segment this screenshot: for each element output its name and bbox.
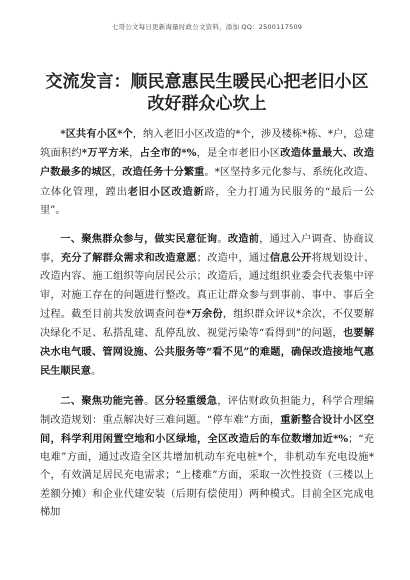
paragraph-2 — [40, 230, 374, 382]
text-run: 。 — [90, 366, 102, 378]
bold-text-run: *区共有小区*个 — [60, 128, 133, 140]
text-run: 。 — [217, 234, 228, 246]
paragraph-1 — [40, 125, 374, 220]
bold-text-run: 一、聚焦群众参与，做实民意征询 — [60, 233, 218, 246]
bold-text-run: 二、聚焦功能完善 — [60, 394, 145, 407]
text-run: ，纳入老旧小区改造的*个，涉及楼栋*栋、*户，总建筑面积约 — [40, 129, 375, 160]
bold-text-run: 充分了解群众需求和改造意愿 — [60, 252, 197, 265]
bold-text-run: *万平方米 — [81, 147, 130, 160]
text-run: ， — [129, 148, 140, 160]
bold-text-run: *万余份 — [186, 307, 223, 320]
bold-text-run: 重新整合设计小区空间，科学利用闲置空地和小区绿地，全区改造后的车位数增加近*% — [40, 413, 375, 446]
text-run: ， — [111, 167, 123, 179]
bold-text-run: 信息公开 — [269, 252, 312, 265]
text-run: 。*区坚持多元化参与、系统化改造、立体化管理，蹚出 — [40, 167, 375, 198]
text-run: ；改造中，通过 — [196, 253, 270, 265]
bold-text-run: 改造任务十分繁重 — [122, 166, 205, 179]
document-title: 交流发言：顺民意惠民生暖民心把老旧小区改好群众心坎上 — [45, 72, 369, 114]
text-run: 路，全力打通为民服务的“最后一公里”。 — [40, 186, 375, 216]
bold-text-run: 区分轻重缓急 — [154, 394, 218, 407]
bold-text-run: 也要解决水电气暖、管网设施、公共服务等“看不见”的难题，确保改造接地气惠民生顺民意 — [40, 327, 375, 378]
bold-text-run: 占全市的*% — [139, 147, 197, 160]
text-run: ，通过入户调查、协商议事， — [40, 234, 375, 265]
bold-text-run: 改造体量最大、改造户数最多的城区 — [40, 147, 375, 179]
text-run: ，组织群众评议*余次，不仅要解决绿化不足、私搭乱建、乱停乱放、视觉污染等“看得到”的问题， — [40, 308, 375, 340]
bold-text-run: 老旧小区改造新 — [127, 185, 205, 198]
paragraph-3 — [40, 392, 374, 522]
text-run: ，是全市老旧小区 — [196, 148, 281, 160]
header-note: 七哥公文每日更新海量时政公文资料，添加 QQ：2500117509 — [111, 23, 303, 31]
document-body — [40, 125, 374, 522]
text-run: 将规划设计、改造内容、施工组织等向居民公示；改造后，通过组织业委会代表集中评审，对施工存在的问题进行整改。真正让群众参与到事前、事中、事后全过程。截至目前共发放调查问卷 — [40, 253, 375, 320]
text-run: ；“充电难”方面，通过改造全区共增加机动车充电桩*个，非机动车充电设施*个，有效满足居民充电需求；“上楼难”方面，采取一次性投资（三楼以上差额分摊）和企业代建安装（后期有偿使用）两种模式。目前全区完成电梯加 — [40, 434, 374, 518]
text-run: ，评估财政负担能力，科学合理编制改造规划：重点解决好三难问题。“停车难”方面， — [40, 395, 375, 426]
bold-text-run: 改造前 — [227, 233, 260, 246]
text-run: 。 — [144, 395, 155, 407]
